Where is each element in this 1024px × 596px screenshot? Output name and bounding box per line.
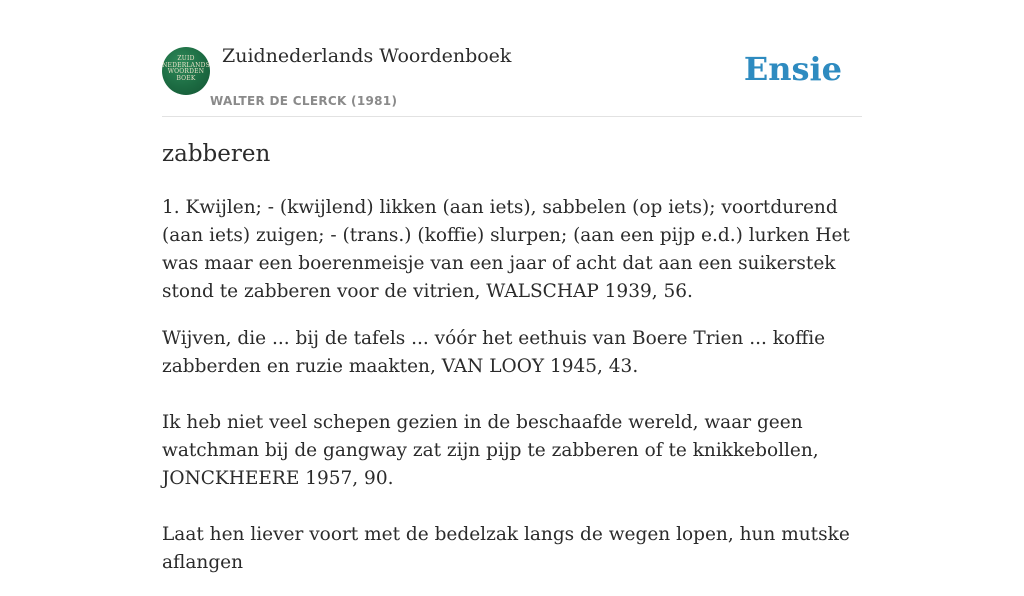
source-title[interactable]: Zuidnederlands Woordenboek — [222, 45, 512, 67]
entry-paragraph: Laat hen liever voort met de bedelzak langs de wegen lopen, hun mutske aflangen — [162, 524, 850, 573]
entry-paragraph: Ik heb niet veel schepen gezien in de beschaafde wereld, waar geen watchman bij de gangway zat zijn pijp te zabberen of te knikkebollen, JONCKHEERE 1957, 90. — [162, 412, 819, 489]
header — [162, 0, 862, 117]
entry-paragraph: Wijven, die ... bij de tafels ... vóór het eethuis van Boere Trien ... koffie zabberden en ruzie maakten, VAN LOOY 1945, 43. — [162, 328, 826, 377]
entry-content — [162, 138, 862, 596]
brand-logo-link[interactable]: Ensie — [743, 50, 842, 88]
source-author: WALTER DE CLERCK (1981) — [210, 94, 398, 108]
book-cover-text: ZUID NEDERLANDS WOORDEN BOEK — [162, 55, 210, 82]
book-cover-icon[interactable] — [162, 47, 210, 95]
entry-headword: zabberen — [162, 141, 271, 167]
entry-paragraph: 1. Kwijlen; - (kwijlend) likken (aan iets), sabbelen (op iets); voortdurend (aan iets) zuigen; - (trans.) (koffie) slurpen; (aan een pijp e.d.) lurken Het was maar een boerenmeisje van een jaar of acht dat aan een suikerstek stond te zabberen voor de vitrien, WALSCHAP 1939, 56. — [162, 197, 850, 302]
